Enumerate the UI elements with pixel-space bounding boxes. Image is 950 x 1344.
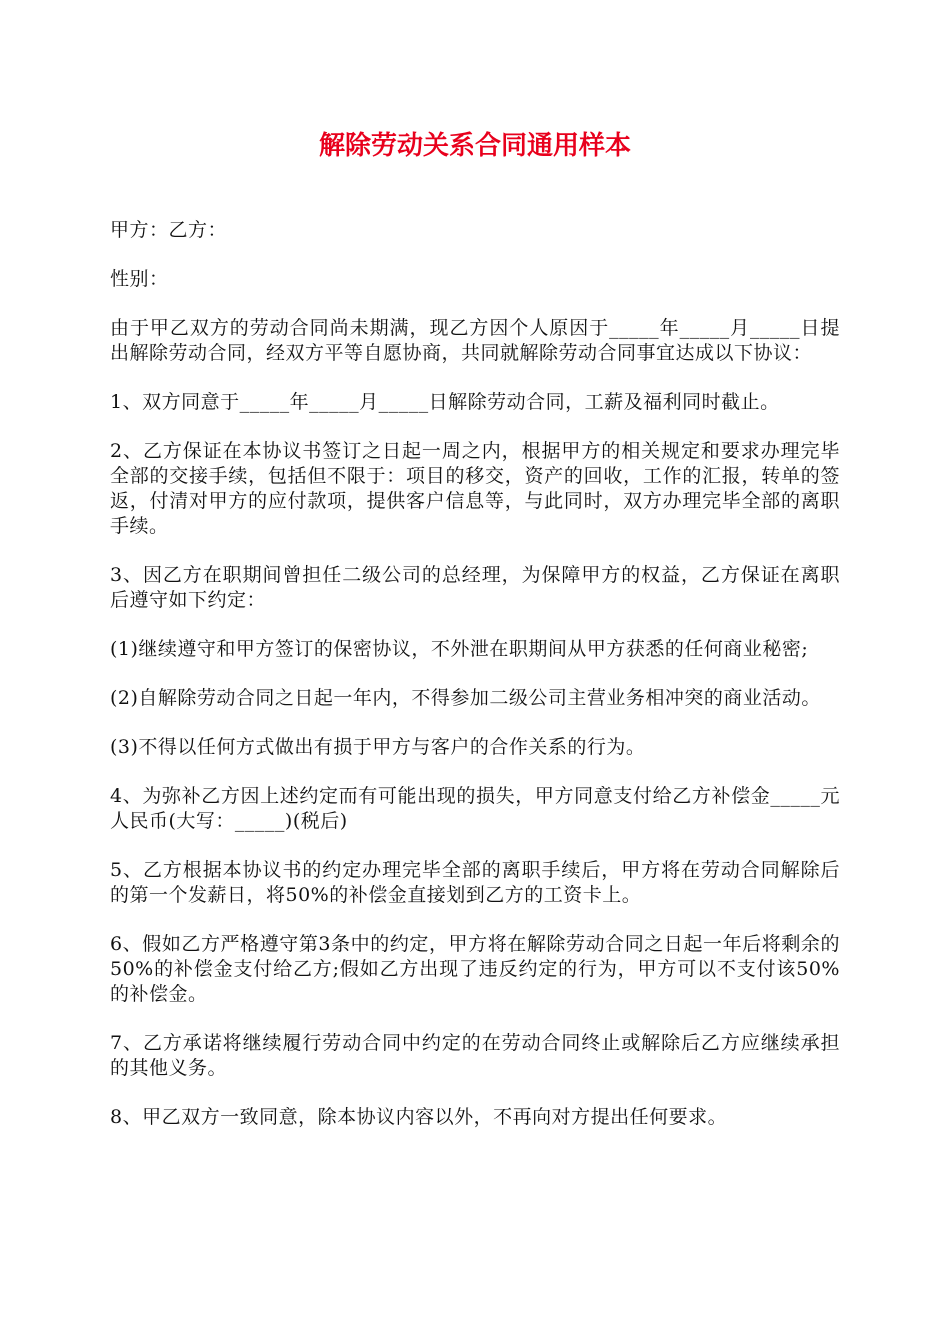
clause-4: 4、为弥补乙方因上述约定而有可能出现的损失，甲方同意支付给乙方补偿金_____元人民币(大写：_____)(税后) [110, 785, 840, 832]
clause-1: 1、双方同意于_____年_____月_____日解除劳动合同，工薪及福利同时截止。 [110, 391, 780, 413]
document-body [110, 218, 840, 1154]
gender-line: 性别： [110, 268, 169, 290]
clause-3-item-3: (3)不得以任何方式做出有损于甲方与客户的合作关系的行为。 [110, 736, 646, 758]
document-title: 解除劳动关系合同通用样本 [318, 131, 631, 161]
clause-3-item-2: (2)自解除劳动合同之日起一年内，不得参加二级公司主营业务相冲突的商业活动。 [110, 687, 821, 709]
clause-5: 5、乙方根据本协议书的约定办理完毕全部的离职手续后，甲方将在劳动合同解除后的第一个发薪日，将50%的补偿金直接划到乙方的工资卡上。 [110, 859, 840, 906]
clause-3: 3、因乙方在职期间曾担任二级公司的总经理，为保障甲方的权益，乙方保证在离职后遵守如下约定： [110, 564, 840, 611]
clause-8: 8、甲乙双方一致同意，除本协议内容以外，不再向对方提出任何要求。 [110, 1106, 728, 1128]
party-line: 甲方：乙方： [110, 219, 228, 241]
clause-3-item-1: (1)继续遵守和甲方签订的保密协议，不外泄在职期间从甲方获悉的任何商业秘密; [110, 638, 809, 660]
preamble-paragraph: 由于甲乙双方的劳动合同尚未期满，现乙方因个人原因于_____年_____月_____日提出解除劳动合同，经双方平等自愿协商，共同就解除劳动合同事宜达成以下协议： [110, 317, 840, 364]
clause-7: 7、乙方承诺将继续履行劳动合同中约定的在劳动合同终止或解除后乙方应继续承担的其他义务。 [110, 1032, 840, 1079]
clause-6: 6、假如乙方严格遵守第3条中的约定，甲方将在解除劳动合同之日起一年后将剩余的50%的补偿金支付给乙方;假如乙方出现了违反约定的行为，甲方可以不支付该50%的补偿金。 [110, 933, 840, 1005]
clause-2: 2、乙方保证在本协议书签订之日起一周之内，根据甲方的相关规定和要求办理完毕全部的交接手续，包括但不限于：项目的移交，资产的回收，工作的汇报，转单的签返，付清对甲方的应付款项，提供客户信息等，与此同时，双方办理完毕全部的离职手续。 [110, 440, 840, 537]
